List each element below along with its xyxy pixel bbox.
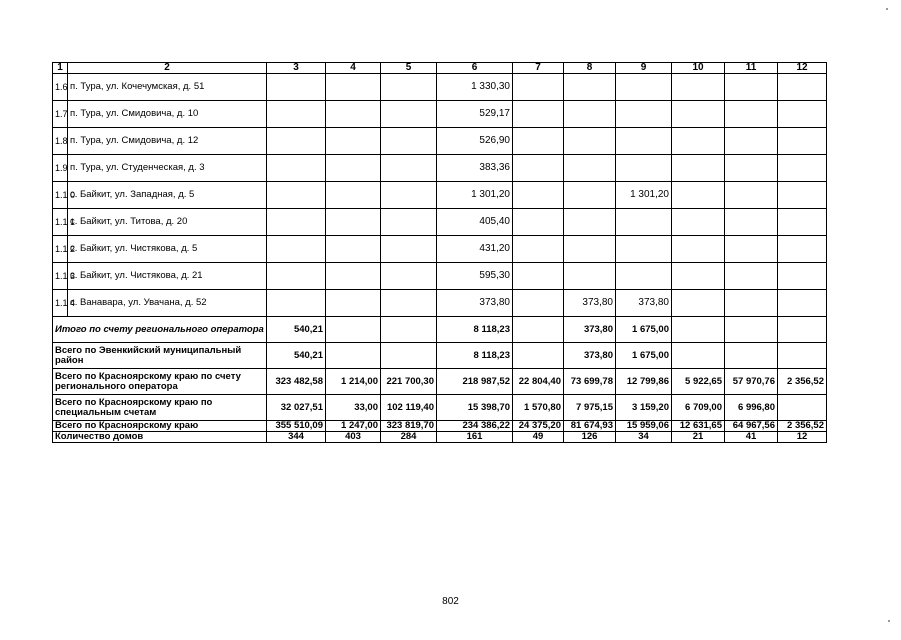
table-row bbox=[53, 263, 827, 290]
value-cell bbox=[725, 155, 778, 182]
address-cell: п. Тура, ул. Студенческая, д. 3 bbox=[68, 155, 267, 182]
value-cell bbox=[778, 155, 827, 182]
value-cell bbox=[564, 236, 616, 263]
value-cell bbox=[381, 182, 437, 209]
value-cell bbox=[778, 290, 827, 317]
total-value: 57 970,76 bbox=[725, 369, 778, 395]
total-row bbox=[53, 317, 827, 343]
house-count-value: 41 bbox=[725, 432, 778, 443]
value-cell bbox=[616, 74, 672, 101]
value-cell bbox=[564, 209, 616, 236]
total-value: 6 996,80 bbox=[725, 395, 778, 421]
value-cell bbox=[725, 290, 778, 317]
value-cell bbox=[381, 236, 437, 263]
column-header: 12 bbox=[778, 63, 827, 74]
value-cell bbox=[564, 155, 616, 182]
total-value: 218 987,52 bbox=[437, 369, 513, 395]
column-header: 1 bbox=[53, 63, 68, 74]
total-value: 1 570,80 bbox=[513, 395, 564, 421]
value-cell bbox=[326, 101, 381, 128]
value-cell bbox=[725, 209, 778, 236]
grand-total-value: 1 247,00 bbox=[326, 421, 381, 432]
value-cell: 373,80 bbox=[437, 290, 513, 317]
row-index: 1.8 bbox=[53, 128, 68, 155]
grand-total-value: 15 959,06 bbox=[616, 421, 672, 432]
total-label: Всего по Эвенкийский муниципальный район bbox=[53, 343, 267, 369]
total-value: 323 482,58 bbox=[267, 369, 326, 395]
total-value bbox=[778, 317, 827, 343]
value-cell: 405,40 bbox=[437, 209, 513, 236]
address-cell: с. Байкит, ул. Титова, д. 20 bbox=[68, 209, 267, 236]
grand-total-value: 323 819,70 bbox=[381, 421, 437, 432]
value-cell bbox=[725, 74, 778, 101]
total-value bbox=[513, 343, 564, 369]
total-value bbox=[725, 343, 778, 369]
value-cell bbox=[564, 182, 616, 209]
value-cell bbox=[326, 155, 381, 182]
value-cell bbox=[778, 182, 827, 209]
total-value: 1 214,00 bbox=[326, 369, 381, 395]
house-count-value: 344 bbox=[267, 432, 326, 443]
total-value bbox=[725, 317, 778, 343]
total-value: 32 027,51 bbox=[267, 395, 326, 421]
value-cell bbox=[381, 101, 437, 128]
grand-total-label: Всего по Красноярскому краю bbox=[53, 421, 267, 432]
total-value: 6 709,00 bbox=[672, 395, 725, 421]
value-cell bbox=[513, 182, 564, 209]
house-count-value: 21 bbox=[672, 432, 725, 443]
value-cell bbox=[564, 128, 616, 155]
total-value: 373,80 bbox=[564, 343, 616, 369]
value-cell bbox=[326, 263, 381, 290]
value-cell bbox=[778, 128, 827, 155]
value-cell bbox=[672, 182, 725, 209]
address-cell: с. Ванавара, ул. Увачана, д. 52 bbox=[68, 290, 267, 317]
value-cell bbox=[326, 209, 381, 236]
total-row bbox=[53, 395, 827, 421]
value-cell bbox=[513, 209, 564, 236]
total-value: 22 804,40 bbox=[513, 369, 564, 395]
total-value: 221 700,30 bbox=[381, 369, 437, 395]
value-cell: 529,17 bbox=[437, 101, 513, 128]
address-cell: п. Тура, ул. Смидовича, д. 10 bbox=[68, 101, 267, 128]
grand-total-value: 2 356,52 bbox=[778, 421, 827, 432]
column-header: 7 bbox=[513, 63, 564, 74]
value-cell bbox=[616, 128, 672, 155]
table-row bbox=[53, 155, 827, 182]
value-cell bbox=[616, 263, 672, 290]
column-header: 8 bbox=[564, 63, 616, 74]
value-cell bbox=[326, 128, 381, 155]
value-cell bbox=[778, 263, 827, 290]
total-value bbox=[778, 395, 827, 421]
value-cell bbox=[267, 209, 326, 236]
column-header: 9 bbox=[616, 63, 672, 74]
column-header: 5 bbox=[381, 63, 437, 74]
value-cell bbox=[381, 74, 437, 101]
total-value: 540,21 bbox=[267, 317, 326, 343]
value-cell bbox=[513, 155, 564, 182]
value-cell bbox=[564, 263, 616, 290]
value-cell bbox=[778, 209, 827, 236]
value-cell bbox=[326, 290, 381, 317]
table-row bbox=[53, 74, 827, 101]
total-value: 33,00 bbox=[326, 395, 381, 421]
house-count-row bbox=[53, 432, 827, 443]
header-row bbox=[53, 63, 827, 74]
value-cell bbox=[564, 101, 616, 128]
value-cell bbox=[778, 236, 827, 263]
value-cell: 526,90 bbox=[437, 128, 513, 155]
table-row bbox=[53, 101, 827, 128]
address-cell: п. Тура, ул. Смидовича, д. 12 bbox=[68, 128, 267, 155]
total-row bbox=[53, 369, 827, 395]
value-cell bbox=[513, 101, 564, 128]
total-value: 12 799,86 bbox=[616, 369, 672, 395]
value-cell bbox=[267, 290, 326, 317]
address-cell: с. Байкит, ул. Чистякова, д. 21 bbox=[68, 263, 267, 290]
row-index: 1.1 2 bbox=[53, 236, 68, 263]
row-index: 1.9 bbox=[53, 155, 68, 182]
table-body bbox=[53, 63, 827, 443]
grand-total-value: 355 510,09 bbox=[267, 421, 326, 432]
value-cell: 1 330,30 bbox=[437, 74, 513, 101]
value-cell bbox=[725, 263, 778, 290]
value-cell bbox=[381, 209, 437, 236]
total-value: 15 398,70 bbox=[437, 395, 513, 421]
grand-total-value: 81 674,93 bbox=[564, 421, 616, 432]
value-cell bbox=[267, 263, 326, 290]
row-index: 1.1 0 bbox=[53, 182, 68, 209]
total-label: Всего по Красноярскому краю по специальным счетам bbox=[53, 395, 267, 421]
table-row bbox=[53, 209, 827, 236]
value-cell bbox=[672, 155, 725, 182]
total-value: 7 975,15 bbox=[564, 395, 616, 421]
address-cell: с. Байкит, ул. Чистякова, д. 5 bbox=[68, 236, 267, 263]
column-header: 3 bbox=[267, 63, 326, 74]
total-value bbox=[326, 343, 381, 369]
table-row bbox=[53, 128, 827, 155]
value-cell bbox=[326, 236, 381, 263]
value-cell bbox=[616, 209, 672, 236]
value-cell bbox=[672, 209, 725, 236]
value-cell bbox=[267, 128, 326, 155]
total-value: 373,80 bbox=[564, 317, 616, 343]
value-cell bbox=[672, 101, 725, 128]
value-cell bbox=[267, 101, 326, 128]
value-cell: 595,30 bbox=[437, 263, 513, 290]
grand-total-value: 64 967,56 bbox=[725, 421, 778, 432]
total-value: 8 118,23 bbox=[437, 343, 513, 369]
grand-total-value: 12 631,65 bbox=[672, 421, 725, 432]
total-value: 1 675,00 bbox=[616, 343, 672, 369]
value-cell bbox=[672, 128, 725, 155]
total-row bbox=[53, 343, 827, 369]
value-cell bbox=[725, 236, 778, 263]
row-index: 1.7 bbox=[53, 101, 68, 128]
page-number: 802 bbox=[442, 596, 459, 607]
column-header: 6 bbox=[437, 63, 513, 74]
total-value bbox=[381, 317, 437, 343]
address-cell: с. Байкит, ул. Западная, д. 5 bbox=[68, 182, 267, 209]
value-cell: 1 301,20 bbox=[616, 182, 672, 209]
value-cell: 431,20 bbox=[437, 236, 513, 263]
value-cell bbox=[267, 236, 326, 263]
total-value: 1 675,00 bbox=[616, 317, 672, 343]
value-cell bbox=[513, 263, 564, 290]
total-value: 8 118,23 bbox=[437, 317, 513, 343]
value-cell bbox=[267, 74, 326, 101]
total-value: 73 699,78 bbox=[564, 369, 616, 395]
total-value bbox=[672, 317, 725, 343]
total-value: 540,21 bbox=[267, 343, 326, 369]
value-cell bbox=[267, 155, 326, 182]
value-cell bbox=[381, 263, 437, 290]
value-cell bbox=[513, 236, 564, 263]
column-header: 10 bbox=[672, 63, 725, 74]
value-cell bbox=[672, 74, 725, 101]
grand-total-row bbox=[53, 421, 827, 432]
value-cell bbox=[326, 182, 381, 209]
value-cell bbox=[616, 236, 672, 263]
grand-total-value: 234 386,22 bbox=[437, 421, 513, 432]
house-count-value: 12 bbox=[778, 432, 827, 443]
house-count-value: 34 bbox=[616, 432, 672, 443]
house-count-value: 403 bbox=[326, 432, 381, 443]
table-row bbox=[53, 236, 827, 263]
value-cell bbox=[672, 236, 725, 263]
value-cell bbox=[381, 155, 437, 182]
table-row bbox=[53, 290, 827, 317]
row-index: 1.6 bbox=[53, 74, 68, 101]
value-cell: 373,80 bbox=[616, 290, 672, 317]
total-value bbox=[778, 343, 827, 369]
total-value: 5 922,65 bbox=[672, 369, 725, 395]
value-cell bbox=[725, 128, 778, 155]
total-value: 102 119,40 bbox=[381, 395, 437, 421]
total-value: 2 356,52 bbox=[778, 369, 827, 395]
house-count-value: 126 bbox=[564, 432, 616, 443]
house-count-value: 49 bbox=[513, 432, 564, 443]
value-cell bbox=[513, 74, 564, 101]
total-value bbox=[513, 317, 564, 343]
column-header: 11 bbox=[725, 63, 778, 74]
table-row bbox=[53, 182, 827, 209]
house-count-label: Количество домов bbox=[53, 432, 267, 443]
column-header: 2 bbox=[68, 63, 267, 74]
value-cell bbox=[778, 74, 827, 101]
value-cell bbox=[725, 101, 778, 128]
value-cell bbox=[564, 74, 616, 101]
value-cell bbox=[381, 128, 437, 155]
house-count-value: 161 bbox=[437, 432, 513, 443]
value-cell: 383,36 bbox=[437, 155, 513, 182]
value-cell: 1 301,20 bbox=[437, 182, 513, 209]
value-cell bbox=[725, 182, 778, 209]
row-index: 1.1 4 bbox=[53, 290, 68, 317]
address-cell: п. Тура, ул. Кочечумская, д. 51 bbox=[68, 74, 267, 101]
row-index: 1.1 3 bbox=[53, 263, 68, 290]
scan-speck bbox=[888, 620, 890, 622]
value-cell bbox=[513, 290, 564, 317]
house-count-value: 284 bbox=[381, 432, 437, 443]
value-cell bbox=[616, 101, 672, 128]
value-cell: 373,80 bbox=[564, 290, 616, 317]
value-cell bbox=[267, 182, 326, 209]
total-value bbox=[672, 343, 725, 369]
capital-repair-table bbox=[52, 62, 827, 443]
value-cell bbox=[513, 128, 564, 155]
scan-speck bbox=[886, 8, 888, 10]
value-cell bbox=[326, 74, 381, 101]
value-cell bbox=[381, 290, 437, 317]
value-cell bbox=[778, 101, 827, 128]
value-cell bbox=[672, 263, 725, 290]
total-value: 3 159,20 bbox=[616, 395, 672, 421]
total-value bbox=[326, 317, 381, 343]
total-label: Всего по Красноярскому краю по счету регионального оператора bbox=[53, 369, 267, 395]
column-header: 4 bbox=[326, 63, 381, 74]
value-cell bbox=[616, 155, 672, 182]
grand-total-value: 24 375,20 bbox=[513, 421, 564, 432]
value-cell bbox=[672, 290, 725, 317]
row-index: 1.1 1 bbox=[53, 209, 68, 236]
total-label: Итого по счету регионального оператора bbox=[53, 317, 267, 343]
total-value bbox=[381, 343, 437, 369]
